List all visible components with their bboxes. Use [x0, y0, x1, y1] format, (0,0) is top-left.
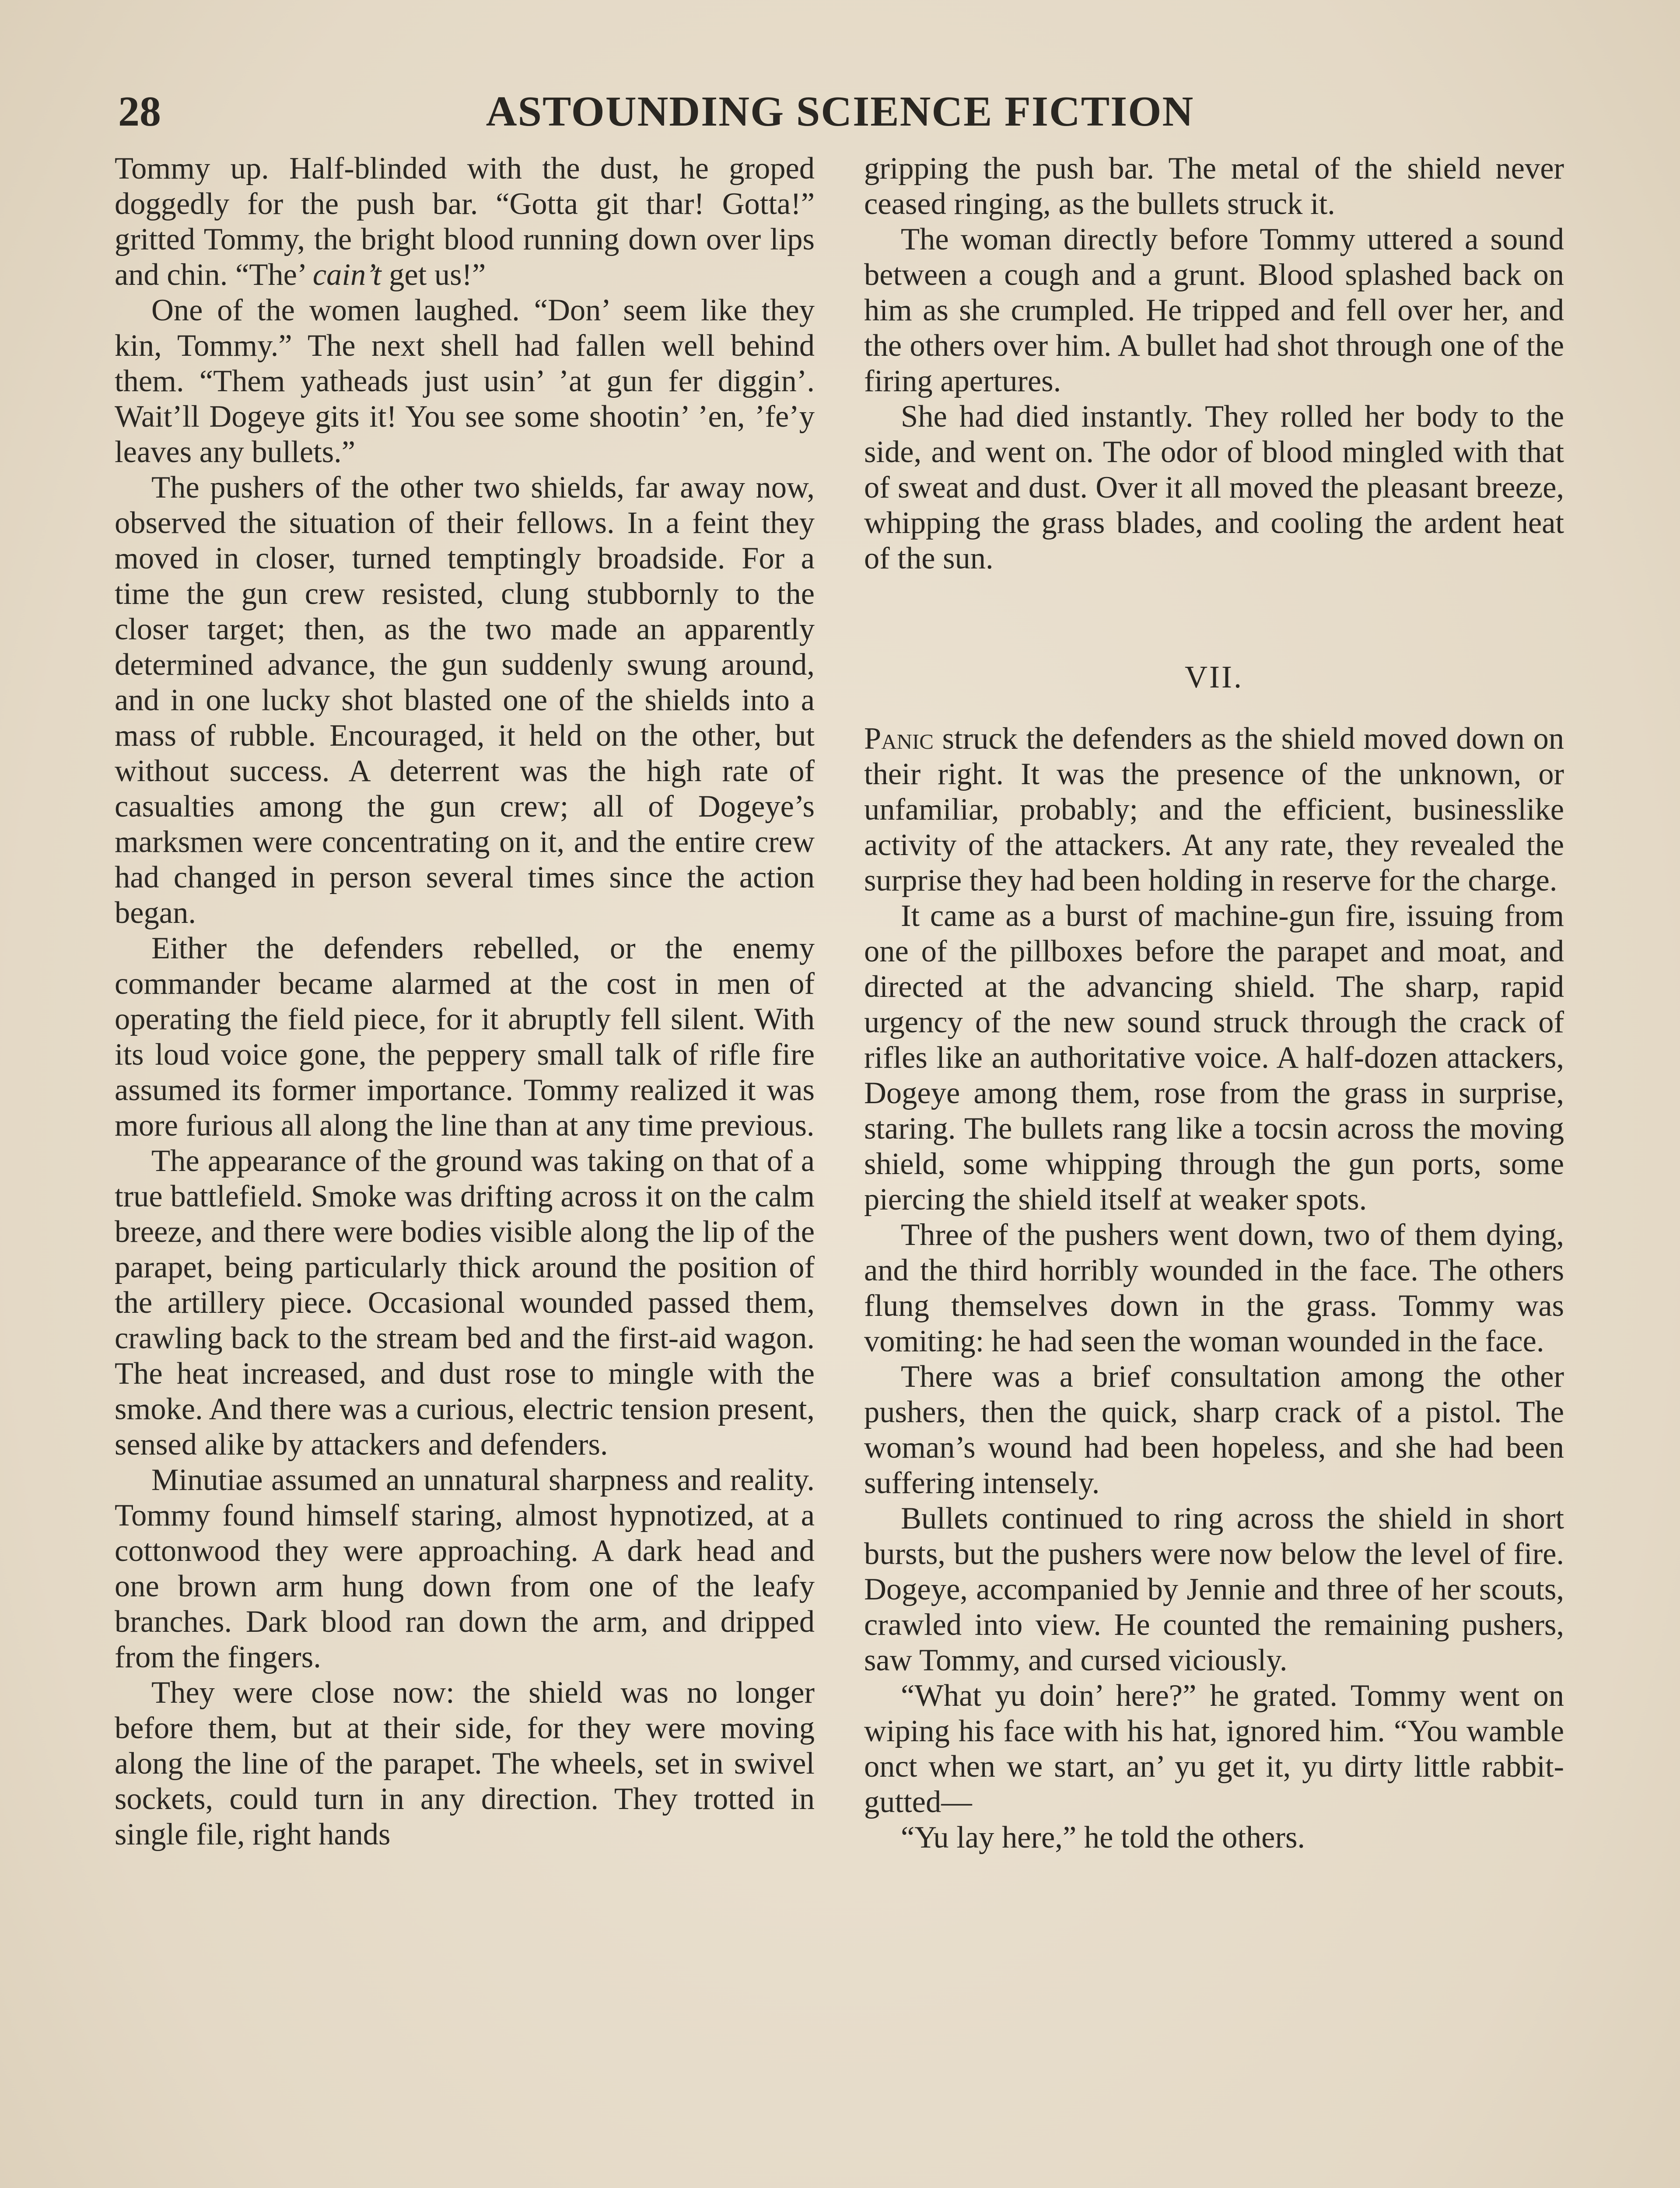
paragraph: Either the defenders rebelled, or the enemy commander became alarmed at the cost in men of operating the field piece, for it abruptly fell silent. With its loud voice gone, the peppery small talk of rifle fire assumed its former importance. Tommy realized it was more furious all along the line than at any time previous. [115, 931, 815, 1143]
page-number: 28 [118, 88, 161, 135]
paragraph: There was a brief consultation among the other pushers, then the quick, sharp crack of a pistol. The woman’s wound had been hopeless, and she had been suffering intensely. [864, 1360, 1564, 1500]
page-header [118, 79, 1562, 144]
paragraph: Bullets continued to ring across the shield in short bursts, but the pushers were now below the level of fire. Dogeye, accompanied by Jennie and three of her scouts, crawled into view. He counted the remaining pushers, saw Tommy, and cursed viciously. [864, 1501, 1564, 1677]
paragraph: Minutiae assumed an unnatural sharpness and reality. Tommy found himself staring, almost hypnotized, at a cottonwood they were approaching. A dark head and one brown arm hung down from one of the leafy branches. Dark blood ran down the arm, and dripped from the fingers. [115, 1463, 815, 1674]
paragraph: “What yu doin’ here?” he grated. Tommy went on wiping his face with his hat, ignored him. “You wamble onct when we start, an’ yu get it, yu dirty little rabbit-gutted— [864, 1679, 1564, 1819]
paragraph: Three of the pushers went down, two of them dying, and the third horribly wounded in the face. The others flung themselves down in the grass. Tommy was vomiting: he had seen the woman wounded in the face. [864, 1218, 1564, 1358]
paragraph: One of the women laughed. “Don’ seem like they kin, Tommy.” The next shell had fallen well behind them. “Them yatheads just usin’ ’at gun fer diggin’. Wait’ll Dogeye gits it! You see some shootin’ ’en, ’fe’y leaves any bullets.” [115, 293, 815, 469]
paragraph: The woman directly before Tommy uttered a sound between a cough and a grunt. Blood splashed back on him as she crumpled. He tripped and fell over her, and the others over him. A bullet had shot through one of the firing apertures. [864, 222, 1564, 398]
paragraph: She had died instantly. They rolled her body to the side, and went on. The odor of blood mingled with that of sweat and dust. Over it all moved the pleasant breeze, whipping the grass blades, and cooling the ardent heat of the sun. [864, 400, 1564, 575]
section-heading: VII. [1185, 659, 1243, 694]
paragraph: The pushers of the other two shields, far away now, observed the situation of their fellows. In a feint they moved in closer, turned temptingly broadside. For a time the gun crew resisted, clung stubbornly to the closer target; then, as the two made an apparently determined advance, the gun suddenly swung around, and in one lucky shot blasted one of the shields into a mass of rubble. Encouraged, it held on the other, but without success. A deterrent was the high rate of casualties among the gun crew; all of Dogeye’s marksmen were concentrating on it, and the entire crew had changed in person several times since the action began. [115, 470, 815, 930]
paragraph: “Yu lay here,” he told the others. [901, 1820, 1306, 1855]
paragraph: Panic struck the defenders as the shield moved down on their right. It was the presence of the unknown, or unfamiliar, probably; and the efficient, businesslike activity of the attackers. At any rate, they revealed the surprise they had been holding in reserve for the charge. [864, 722, 1564, 898]
paragraph: They were close now: the shield was no longer before them, but at their side, for they were moving along the line of the parapet. The wheels, set in swivel sockets, could turn in any direction. They trotted in single file, right hands [115, 1676, 815, 1851]
left-column [115, 151, 815, 1852]
right-column [864, 151, 1564, 1855]
paragraph: Tommy up. Half-blinded with the dust, he groped doggedly for the push bar. “Gotta git thar! Gotta!” gritted Tommy, the bright blood running down over lips and chin. “The’ cain’t get us!” [115, 151, 815, 292]
lead-word: Panic [864, 722, 934, 756]
paragraph: gripping the push bar. The metal of the shield never ceased ringing, as the bullets struck it. [864, 151, 1564, 221]
paragraph: The appearance of the ground was taking on that of a true battlefield. Smoke was drifting across it on the calm breeze, and there were bodies visible along the lip of the parapet, being particularly thick around the position of the artillery piece. Occasional wounded passed them, crawling back to the stream bed and the first-aid wagon. The heat increased, and dust rose to mingle with the smoke. And there was a curious, electric tension present, sensed alike by attackers and defenders. [115, 1144, 815, 1462]
paragraph: It came as a burst of machine-gun fire, issuing from one of the pillboxes before the parapet and moat, and directed at the advancing shield. The sharp, rapid urgency of the new sound struck through the crack of rifles like an authoritative voice. A half-dozen attackers, Dogeye among them, rose from the grass in surprise, staring. The bullets rang like a tocsin across the moving shield, some whipping through the gun ports, some piercing the shield itself at weaker spots. [864, 899, 1564, 1217]
running-head: ASTOUNDING SCIENCE FICTION [486, 88, 1194, 135]
